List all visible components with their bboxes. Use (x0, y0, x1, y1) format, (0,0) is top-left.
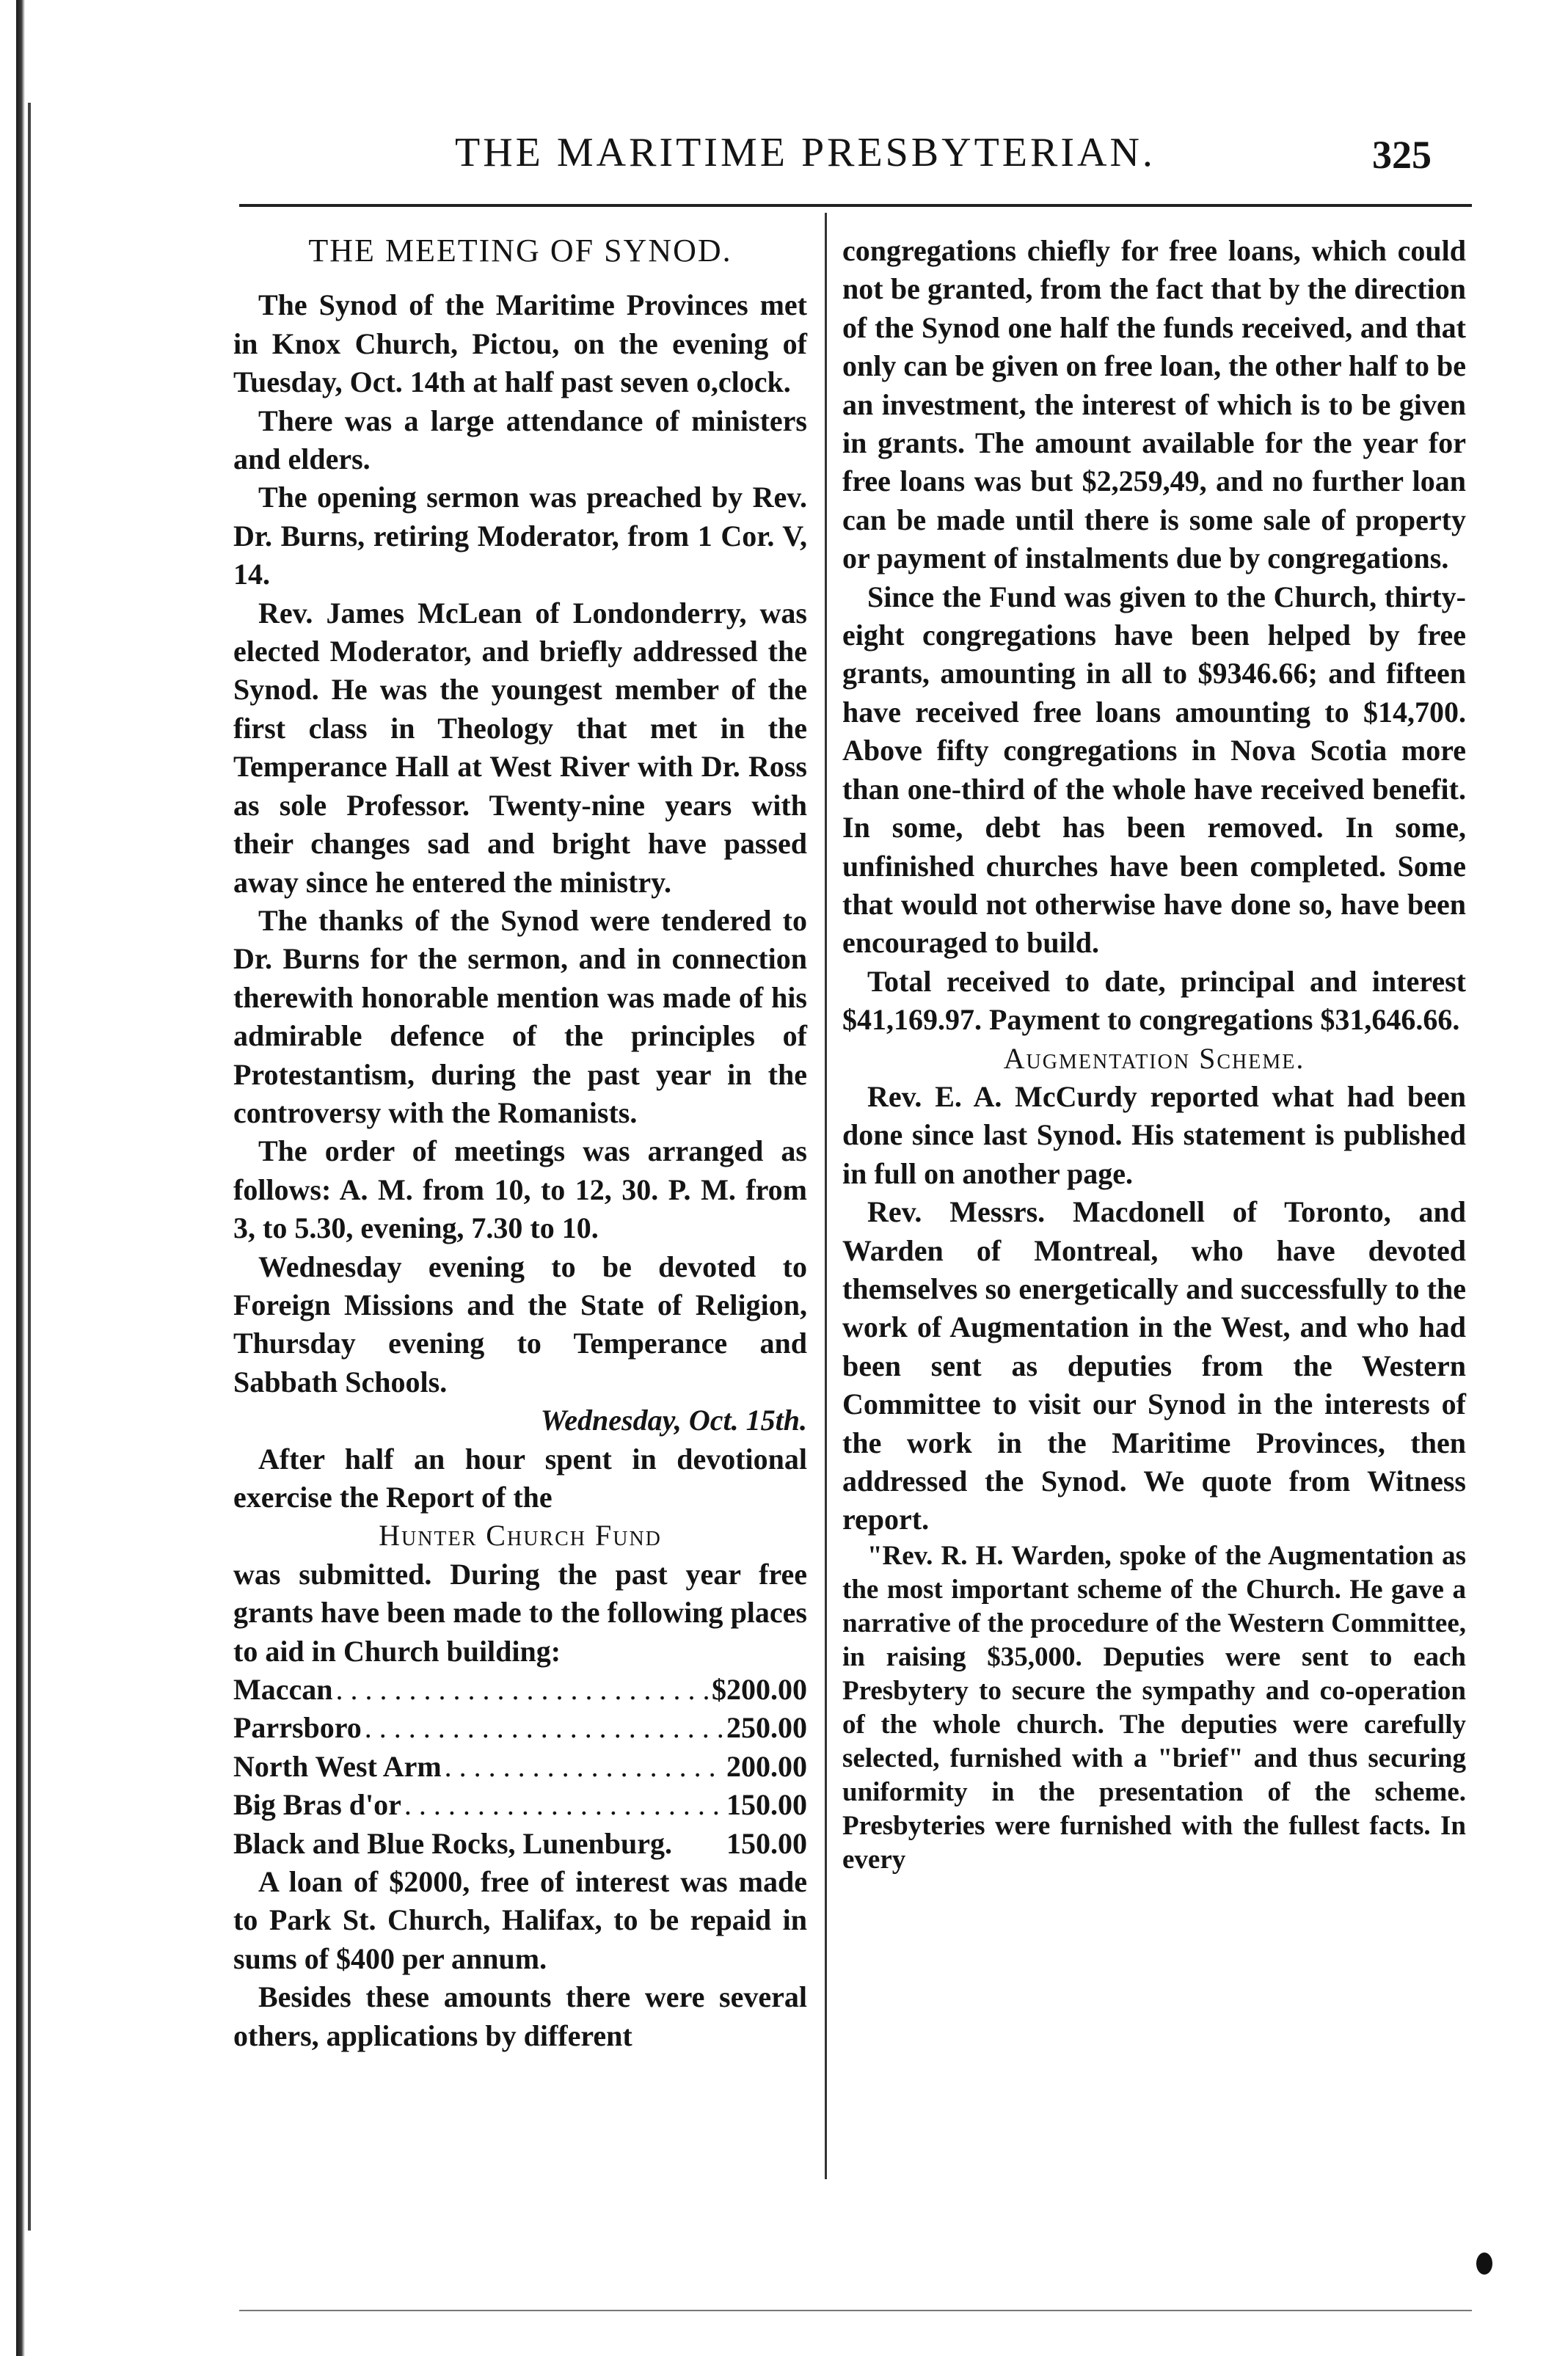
list-item (233, 1671, 807, 1709)
grant-place: Parrsboro (233, 1711, 362, 1745)
right-column (842, 232, 1466, 1877)
grant-amount: 150.00 (726, 1788, 807, 1822)
paragraph: The thanks of the Synod were tendered to Dr. Burns for the sermon, and in connection therewith honorable mention was made of his admirable defence of the principles of Protestantism, during the past year in the controversy with the Romanists. (233, 903, 807, 1129)
running-title: THE MARITIME PRESBYTERIAN. (455, 130, 1156, 175)
column-divider (825, 213, 827, 2179)
paragraph: Since the Fund was given to the Church, thirty-eight congregations have been helped by free grants, amounting in all to $9346.66; and fifteen have received free loans amounting to $14,700. Above fifty congregations in Nova Scotia more than one-third of the whole have received benefit. In some, debt has been removed. In some, unfinished churches have been completed. Some that would not otherwise have done so, have been encouraged to build. (842, 580, 1466, 960)
grant-amount: 150.00 (726, 1826, 807, 1860)
list-item (233, 1786, 807, 1824)
grant-place: North West Arm (233, 1749, 442, 1783)
paragraph: After half an hour spent in devotional exercise the Report of the (233, 1442, 807, 1514)
paragraph: congregations chiefly for free loans, which could not be granted, from the fact that by the direction of the Synod one half the funds received, and that only can be given on free loan, the other half to be an investment, the interest of which is to be given in grants. The amount available for the year for free loans was but $2,259,49, and no further loan can be made until there is some sale of property or payment of instalments due by congregations. (842, 234, 1466, 575)
header-rule (239, 204, 1472, 207)
paragraph: The Synod of the Maritime Provinces met in Knox Church, Pictou, on the evening of Tuesday, Oct. 14th at half past seven o,clock. (233, 288, 807, 399)
paragraph: There was a large attendance of ministers and elders. (233, 404, 807, 476)
paragraph: Total received to date, principal and interest $41,169.97. Payment to congregations $31,646.66. (842, 964, 1466, 1037)
left-column (233, 232, 807, 2055)
grant-place: Black and Blue Rocks, Lunenburg. (233, 1826, 672, 1860)
grant-place: Maccan (233, 1673, 333, 1707)
paragraph: A loan of $2000, free of interest was made to Park St. Church, Halifax, to be repaid in sums of $400 per annum. (233, 1865, 807, 1975)
list-item (233, 1748, 807, 1786)
page-number: 325 (1372, 133, 1432, 177)
grant-amount: $200.00 (712, 1673, 807, 1707)
section-subheading: Hunter Church Fund (379, 1519, 662, 1553)
paragraph: The opening sermon was preached by Rev. Dr. Burns, retiring Moderator, from 1 Cor. V, 14. (233, 481, 807, 591)
list-item (233, 1709, 807, 1747)
paragraph: Rev. James McLean of Londonderry, was elected Moderator, and briefly addressed the Synod. He was the youngest member of the first class in Theology that met in the Temperance Hall at West River with Dr. Ross as sole Professor. Twenty-nine years with their changes sad and bright have passed away since he entered the ministry. (233, 596, 807, 899)
paragraph: Besides these amounts there were several others, applications by different (233, 1980, 807, 2052)
list-item (233, 1825, 807, 1863)
footer-rule (239, 2310, 1472, 2311)
binding-edge (16, 0, 25, 2356)
binding-shadow (28, 103, 31, 2231)
quoted-report: "Rev. R. H. Warden, spoke of the Augmentation as the most important scheme of the Church. He gave a narrative of the procedure of the Western Committee, in raising $35,000. Deputies were sent to each Presbytery to secure the sympathy and co-operation of the whole church. The deputies were carefully selected, furnished with a "brief" and thus securing uniformity in the presentation of the scheme. Presbyteries were furnished with the fullest facts. In every (842, 1540, 1466, 1875)
leader-dots (336, 1671, 709, 1709)
paragraph: was submitted. During the past year free grants have been made to the following places to aid in Church building: (233, 1557, 807, 1668)
grant-place: Big Bras d'or (233, 1788, 401, 1822)
grant-list (233, 1671, 807, 1863)
paragraph: Rev. Messrs. Macdonell of Toronto, and Warden of Montreal, who have devoted themselves so energetically and successfully to the work of Augmentation in the West, and who had been sent as deputies from the Western Committee to visit our Synod in the interests of the work in the Maritime Provinces, then addressed the Synod. We quote from Witness report. (842, 1195, 1466, 1536)
paragraph: Wednesday evening to be devoted to Foreign Missions and the State of Religion, Thursday evening to Temperance and Sabbath Schools. (233, 1250, 807, 1398)
article-heading: THE MEETING OF SYNOD. (308, 233, 732, 269)
running-header (235, 129, 1482, 180)
leader-dots (445, 1748, 723, 1786)
dateline: Wednesday, Oct. 15th. (540, 1404, 807, 1437)
paragraph: Rev. E. A. McCurdy reported what had been done since last Synod. His statement is published in full on another page. (842, 1079, 1466, 1190)
grant-amount: 250.00 (726, 1711, 807, 1745)
leader-dots (365, 1709, 723, 1747)
paragraph: The order of meetings was arranged as follows: A. M. from 10, to 12, 30. P. M. from 3, to 5.30, evening, 7.30 to 10. (233, 1134, 807, 1245)
grant-amount: 200.00 (726, 1749, 807, 1783)
section-subheading: Augmentation Scheme. (1003, 1041, 1305, 1075)
ink-blot (1476, 2253, 1492, 2275)
leader-dots (404, 1786, 723, 1824)
